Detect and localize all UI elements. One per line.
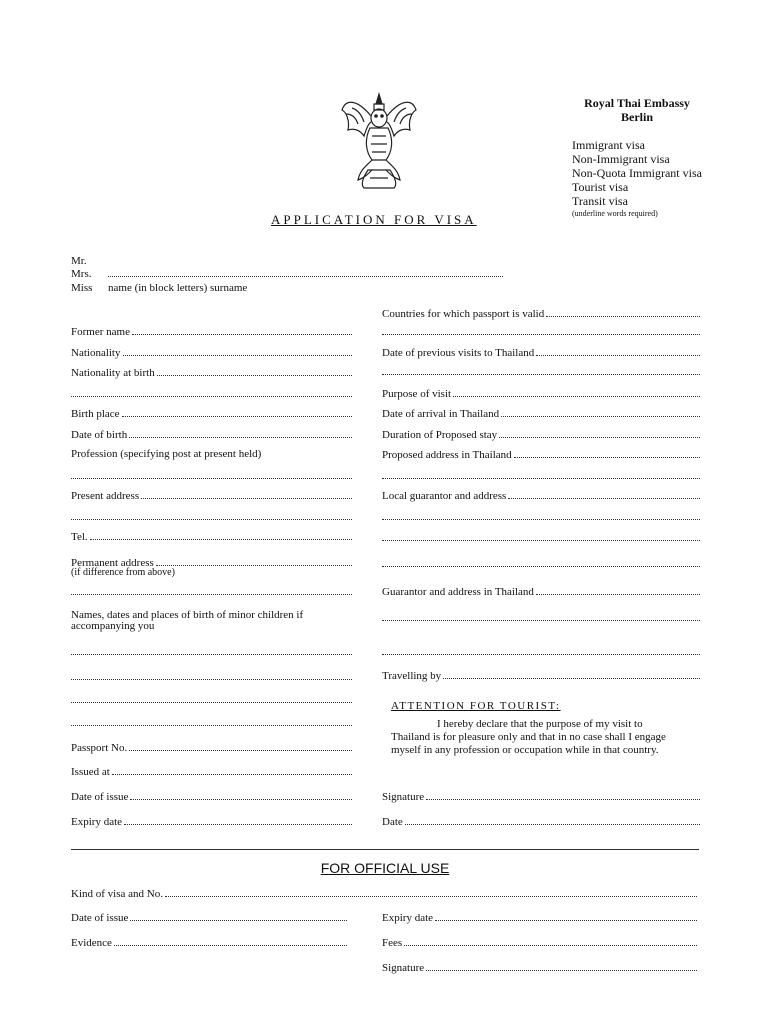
- visa-type-list: [572, 138, 702, 219]
- declaration-line-1: I hereby declare that the purpose of my visit to: [437, 718, 643, 730]
- nationality-label: Nationality: [71, 347, 121, 359]
- if-different-note: (if difference from above): [71, 567, 175, 578]
- local-guarantor-label: Local guarantor and address: [382, 490, 507, 502]
- profession-label: Profession (specifying post at present held): [71, 448, 262, 460]
- date-of-birth-label: Date of birth: [71, 429, 128, 441]
- date-of-issue-field[interactable]: [71, 790, 352, 804]
- signature-label: Signature: [382, 791, 425, 803]
- visa-type-tourist: Tourist visa: [572, 180, 629, 194]
- nationality-at-birth-line-2[interactable]: [71, 396, 352, 397]
- children-line-1[interactable]: [71, 654, 352, 655]
- embassy-city: Berlin: [621, 110, 653, 124]
- children-line-3[interactable]: [71, 702, 352, 703]
- official-expiry-date-label: Expiry date: [382, 912, 434, 924]
- nationality-field[interactable]: [71, 346, 352, 360]
- official-date-of-issue-field[interactable]: [71, 911, 347, 925]
- local-guarantor-line-2[interactable]: [382, 519, 700, 520]
- nationality-at-birth-field[interactable]: [71, 366, 352, 380]
- visa-type-non-immigrant: Non-Immigrant visa: [572, 152, 670, 166]
- purpose-label: Purpose of visit: [382, 388, 452, 400]
- title-mr: Mr.: [71, 255, 87, 267]
- profession-field[interactable]: [71, 478, 352, 479]
- form-title: APPLICATION FOR VISA: [271, 212, 477, 227]
- birth-place-field[interactable]: [71, 407, 352, 421]
- proposed-address-line-2[interactable]: [382, 478, 700, 479]
- guarantor-thailand-field[interactable]: [382, 585, 700, 599]
- declaration-line-3: myself in any profession or occupation while in that country.: [391, 744, 659, 756]
- arrival-field[interactable]: [382, 407, 700, 421]
- countries-valid-line-2[interactable]: [382, 334, 700, 335]
- date-of-issue-label: Date of issue: [71, 791, 129, 803]
- section-divider: [71, 849, 699, 850]
- permanent-address-line-2[interactable]: [71, 594, 352, 595]
- nationality-at-birth-label: Nationality at birth: [71, 367, 155, 379]
- visa-type-transit: Transit visa: [572, 194, 628, 208]
- passport-no-field[interactable]: [71, 741, 352, 755]
- duration-label: Duration of Proposed stay: [382, 429, 498, 441]
- present-address-label: Present address: [71, 490, 140, 502]
- arrival-label: Date of arrival in Thailand: [382, 408, 500, 420]
- date-field[interactable]: [382, 815, 700, 829]
- expiry-date-field[interactable]: [71, 815, 352, 829]
- name-field[interactable]: [108, 276, 503, 277]
- former-name-field[interactable]: [71, 325, 352, 339]
- kind-of-visa-label: Kind of visa and No.: [71, 888, 163, 900]
- present-address-field[interactable]: [71, 489, 352, 503]
- children-label-line-1: Names, dates and places of birth of minor children if: [71, 609, 304, 621]
- proposed-address-label: Proposed address in Thailand: [382, 449, 512, 461]
- present-address-line-2[interactable]: [71, 519, 352, 520]
- tourist-declaration: [391, 718, 701, 757]
- name-field-label: name (in block letters) surname: [108, 282, 248, 294]
- children-label: [71, 609, 303, 631]
- children-label-line-2: accompanying you: [71, 620, 155, 632]
- title-miss: Miss: [71, 282, 93, 294]
- kind-of-visa-field[interactable]: [71, 887, 697, 901]
- official-date-of-issue-label: Date of issue: [71, 912, 129, 924]
- children-line-2[interactable]: [71, 679, 352, 680]
- local-guarantor-line-3[interactable]: [382, 540, 700, 541]
- garuda-emblem-icon: [338, 90, 420, 192]
- official-expiry-date-field[interactable]: [382, 911, 697, 925]
- fees-label: Fees: [382, 937, 403, 949]
- tel-field[interactable]: [71, 530, 352, 544]
- date-label: Date: [382, 816, 403, 828]
- proposed-address-field[interactable]: [382, 448, 700, 462]
- attention-heading: ATTENTION FOR TOURIST:: [391, 700, 561, 712]
- official-signature-label: Signature: [382, 962, 425, 974]
- evidence-label: Evidence: [71, 937, 112, 949]
- underline-note: (underline words required): [572, 209, 658, 218]
- visa-type-non-quota: Non-Quota Immigrant visa: [572, 166, 702, 180]
- issued-at-label: Issued at: [71, 766, 110, 778]
- issued-at-field[interactable]: [71, 765, 352, 779]
- guarantor-thailand-line-3[interactable]: [382, 654, 700, 655]
- travelling-by-field[interactable]: [382, 669, 700, 683]
- duration-field[interactable]: [382, 428, 700, 442]
- children-line-4[interactable]: [71, 725, 352, 726]
- permanent-address-label: Permanent address: [71, 557, 154, 569]
- previous-visits-line-2[interactable]: [382, 374, 700, 375]
- local-guarantor-field[interactable]: [382, 489, 700, 503]
- fees-field[interactable]: [382, 936, 697, 950]
- declaration-line-2: Thailand is for pleasure only and that in no case shall I engage: [391, 731, 666, 743]
- title-mrs: Mrs.: [71, 268, 92, 280]
- tel-label: Tel.: [71, 531, 88, 543]
- expiry-date-label: Expiry date: [71, 816, 123, 828]
- embassy-name: Royal Thai Embassy: [584, 96, 690, 110]
- local-guarantor-line-4[interactable]: [382, 566, 700, 567]
- date-of-birth-field[interactable]: [71, 428, 352, 442]
- embassy-header: [572, 96, 702, 124]
- official-use-title: FOR OFFICIAL USE: [320, 860, 450, 876]
- evidence-field[interactable]: [71, 936, 347, 950]
- guarantor-thailand-line-2[interactable]: [382, 620, 700, 621]
- countries-valid-label: Countries for which passport is valid: [382, 308, 545, 320]
- purpose-field[interactable]: [382, 387, 700, 401]
- visa-type-immigrant: Immigrant visa: [572, 138, 645, 152]
- guarantor-thailand-label: Guarantor and address in Thailand: [382, 586, 534, 598]
- passport-no-label: Passport No.: [71, 742, 128, 754]
- countries-valid-field[interactable]: [382, 307, 700, 321]
- signature-field[interactable]: [382, 790, 700, 804]
- former-name-label: Former name: [71, 326, 130, 338]
- previous-visits-field[interactable]: [382, 346, 700, 360]
- previous-visits-label: Date of previous visits to Thailand: [382, 347, 535, 359]
- birth-place-label: Birth place: [71, 408, 120, 420]
- official-signature-field[interactable]: [382, 961, 697, 975]
- travelling-by-label: Travelling by: [382, 670, 442, 682]
